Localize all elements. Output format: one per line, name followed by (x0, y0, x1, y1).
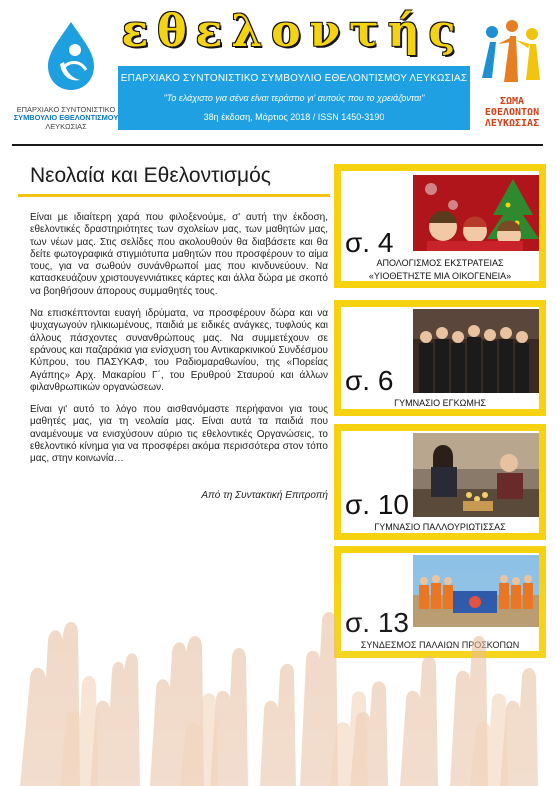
masthead-divider (12, 144, 543, 146)
teaser-caption (341, 257, 539, 283)
article-paragraph-2: Να επισκέπτονται ευαγή ιδρύματα, να προσφέρουν δώρα και να ψυχαγωγούν ηλικιωμένους, παιδιά με ειδικές ανάγκες, τυφλούς και άλλους πάσχοντες συνανθρώπους μας. Να συμμετέχουν σε εράνους και παζαράκια για ενίσχυση του Αντικαρκινικού Συνδέσμου Κύπρου, του ΠΑΣΥΚΑΦ, του Ραδιομαραθωνίου, της «Πορείας Αγάπης» Αρχ. Μακαρίου Γ΄, του Ερυθρού Σταυρού και άλλων φιλανθρωπικών οργανώσεων. (30, 308, 328, 393)
issue-info: 38η έκδοση, Μάρτιος 2018 / ISSN 1450-3190 (203, 112, 385, 122)
masthead (0, 0, 555, 160)
band-quote: "Το ελάχιστο για σένα είναι τεράστιο γι' αυτούς που το χρειάζονται" (163, 93, 425, 103)
article-signature: Από τη Συντακτική Επιτροπή (201, 490, 328, 501)
water-drop-logo-icon (42, 20, 100, 92)
raised-hands-image (0, 560, 555, 786)
header-band (118, 66, 470, 130)
teaser-page-number: σ. 6 (345, 365, 394, 396)
headline-underline (18, 194, 330, 197)
article-body (30, 212, 328, 476)
teaser-caption (341, 521, 539, 534)
article-headline: Νεολαία και Εθελοντισμός (30, 164, 271, 187)
teaser-caption-line1: ΑΠΟΛΟΓΙΣΜΟΣ ΕΚΣΤΡΑΤΕΙΑΣ (376, 258, 504, 268)
christmas-children-photo (413, 175, 539, 251)
teaser-caption-line1: ΓΥΜΝΑΣΙΟ ΠΑΛΛΟΥΡΙΩΤΙΣΣΑΣ (374, 522, 506, 532)
teaser-page-10[interactable] (334, 424, 546, 540)
corps-logo-line3: ΛΕΥΚΩΣΙΑΣ (484, 118, 540, 129)
teaser-page-6[interactable] (334, 300, 546, 416)
article-paragraph-1: Είναι με ιδιαίτερη χαρά που φιλοξενούμε, σ' αυτή την έκδοση, εθελοντικές δραστηριότητες των σχολείων μας, των μαθητών μας, των νέων μας. Στις σελίδες που ακολουθούν θα διαβάσετε και θα δείτε φωτογραφικά στιγμιότυπα μαθητών που προσφέρουν το αίμα τους, για να σωθούν συνάνθρωποί μας που κινδυνεύουν. Να κατασκευάζουν χριστουγεννιάτικες κάρτες και άλλα δώρα με σκοπό να βοηθήσουν άπορους συμμαθητές τους. (30, 212, 328, 297)
students-crafting-photo (413, 433, 539, 517)
newsletter-title: εθελοντής (121, 6, 465, 57)
teaser-caption-line2: «ΥΙΟΘΕΤΗΣΤΕ ΜΙΑ ΟΙΚΟΓΕΝΕΙΑ» (368, 271, 512, 281)
corps-logo-line1: ΣΩΜΑ (499, 96, 525, 107)
teaser-page-number: σ. 10 (345, 489, 409, 520)
teaser-page-number: σ. 4 (345, 227, 394, 258)
teaser-page-4[interactable] (334, 164, 546, 288)
volunteer-corps-logo (476, 18, 548, 130)
org-name-line2: ΣΥΜΒΟΥΛΙΟ ΕΘΕΛΟΝΤΙΣΜΟΥ (13, 113, 119, 123)
article-paragraph-3: Είναι γι' αυτό το λόγο που αισθανόμαστε περήφανοι για τους μαθητές μας, για τη νεολαία μας. Είναι αυτά τα παιδιά που αναμένουμε να ενισχύσουν αύριο τις εθελοντικές Οργανώσεις, το εθελοντικό κίνημα για να προσφέρει ακόμα περισσότερα στον τόπο μας, στην κοινωνία… (30, 404, 328, 465)
corps-logo-line2: ΕΘΕΛΟΝΤΩΝ (484, 107, 540, 118)
school-group-photo (413, 309, 539, 393)
band-title: ΕΠΑΡΧΙΑΚΟ ΣΥΝΤΟΝΙΣΤΙΚΟ ΣΥΜΒΟΥΛΙΟ ΕΘΕΛΟΝΤΙΣΜΟΥ ΛΕΥΚΩΣΙΑΣ (120, 73, 468, 84)
teaser-caption-line1: ΓΥΜΝΑΣΙΟ ΕΓΚΩΜΗΣ (394, 398, 486, 408)
people-figures-icon (476, 18, 548, 94)
teaser-caption (341, 397, 539, 410)
org-name-line3: ΛΕΥΚΩΣΙΑΣ (45, 121, 87, 131)
council-logo (12, 18, 120, 131)
org-name-line1: ΕΠΑΡΧΙΑΚΟ ΣΥΝΤΟΝΙΣΤΙΚΟ (16, 105, 116, 114)
